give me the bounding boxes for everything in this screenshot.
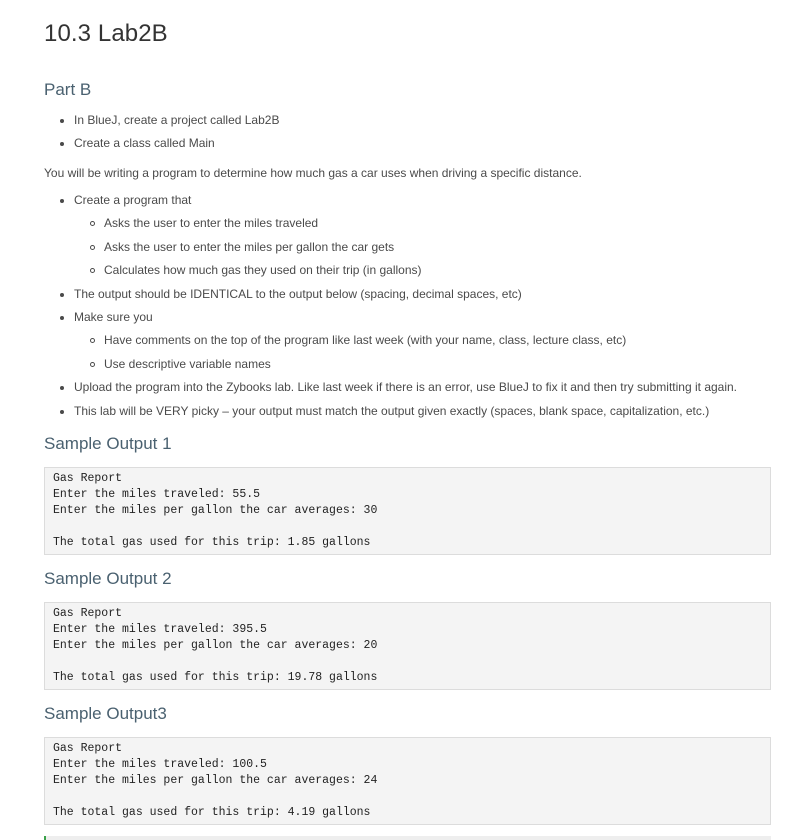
code-line: Enter the miles per gallon the car averages: 20: [53, 639, 378, 652]
code-line: Gas Report: [53, 472, 123, 485]
page-title: 10.3 Lab2B: [44, 20, 168, 47]
code-line: Enter the miles per gallon the car averages: 30: [53, 504, 378, 517]
part-b-heading: Part B: [44, 80, 92, 99]
code-line: Enter the miles traveled: 395.5: [53, 623, 267, 636]
setup-list: [44, 109, 771, 156]
list-item: This lab will be VERY picky – your output must match the output given exactly (spaces, blank space, capitalization, etc.): [44, 400, 771, 423]
requirements-list: [44, 189, 771, 423]
list-item: The output should be IDENTICAL to the output below (spacing, decimal spaces, etc): [44, 283, 771, 306]
sub-list-item: Asks the user to enter the miles traveled: [44, 212, 771, 235]
list-item: Create a program that: [44, 189, 771, 212]
sample-output-3-code: [44, 737, 771, 825]
list-item: Upload the program into the Zybooks lab. Like last week if there is an error, use BlueJ to fix it and then try submitting it again.: [44, 376, 771, 399]
code-line: Enter the miles traveled: 100.5: [53, 758, 267, 771]
intro-paragraph: You will be writing a program to determine how much gas a car uses when driving a specific distance.: [44, 166, 582, 180]
code-line: [53, 519, 377, 535]
sample-output-1-code: [44, 467, 771, 555]
code-line: The total gas used for this trip: 1.85 gallons: [53, 536, 371, 549]
next-section-edge: [44, 836, 771, 840]
sample-output-3-heading: Sample Output3: [44, 704, 167, 723]
code-line: The total gas used for this trip: 19.78 gallons: [53, 671, 378, 684]
sub-list-item: Asks the user to enter the miles per gallon the car gets: [44, 236, 771, 259]
sub-list-item: Have comments on the top of the program like last week (with your name, class, lecture class, etc): [44, 329, 771, 352]
code-line: [53, 654, 377, 670]
code-line: Gas Report: [53, 607, 123, 620]
sub-list-item: Use descriptive variable names: [44, 353, 771, 376]
code-line: The total gas used for this trip: 4.19 gallons: [53, 806, 371, 819]
list-item: In BlueJ, create a project called Lab2B: [44, 109, 771, 132]
sample-output-1-heading: Sample Output 1: [44, 434, 172, 453]
sample-output-2-heading: Sample Output 2: [44, 569, 172, 588]
progress-accent: [44, 836, 46, 840]
list-item: Make sure you: [44, 306, 771, 329]
sub-list-item: Calculates how much gas they used on their trip (in gallons): [44, 259, 771, 282]
code-line: Gas Report: [53, 742, 123, 755]
sample-output-2-code: [44, 602, 771, 690]
code-line: [53, 789, 377, 805]
code-line: Enter the miles per gallon the car averages: 24: [53, 774, 378, 787]
list-item: Create a class called Main: [44, 132, 771, 155]
code-line: Enter the miles traveled: 55.5: [53, 488, 261, 501]
